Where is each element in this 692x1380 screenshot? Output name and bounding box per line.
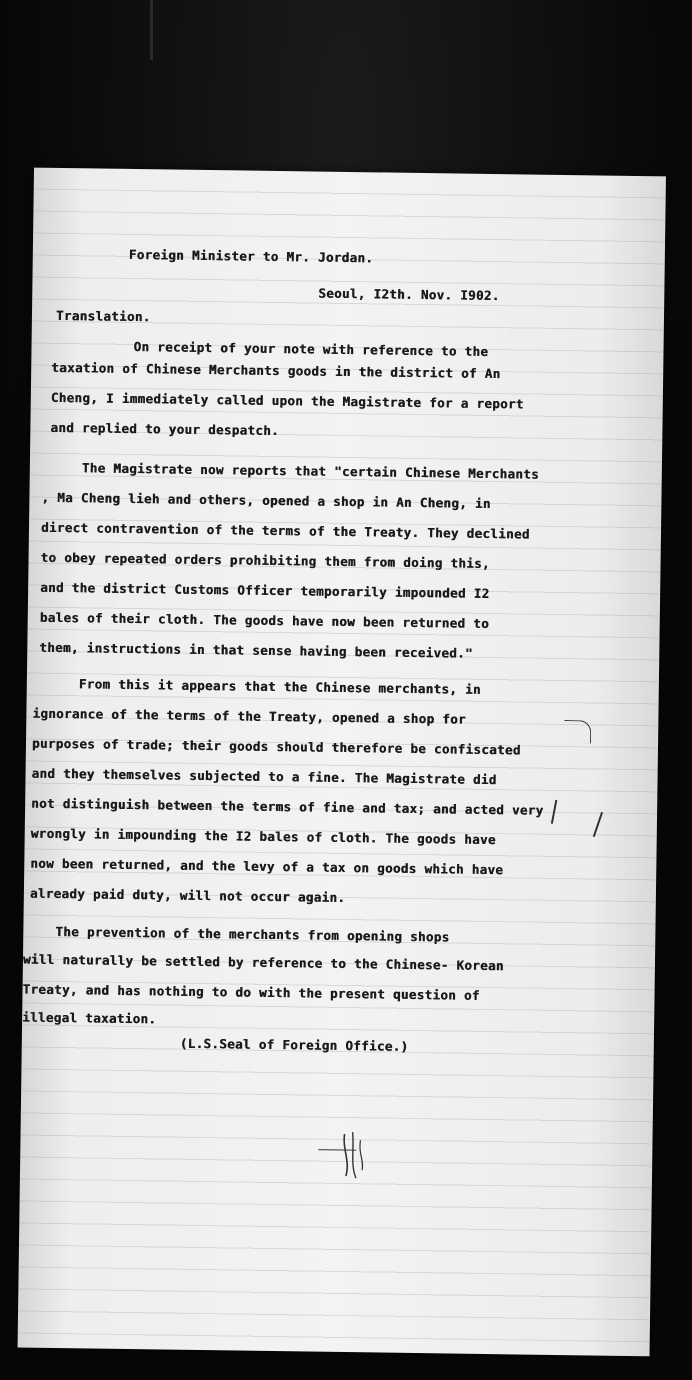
paragraph-line: taxation of Chinese Merchants goods in the district of An	[51, 359, 501, 382]
paragraph-line: The prevention of the merchants from opening shops	[55, 923, 450, 945]
paragraph-line: bales of their cloth. The goods have now been returned to	[39, 609, 490, 631]
place-date: Seoul, I2th. Nov. I902.	[318, 285, 500, 304]
pencil-tick-mark	[551, 800, 557, 824]
paragraph-line: and they themselves subjected to a fine. The Magistrate did	[31, 765, 497, 788]
paragraph-line: direct contravention of the terms of the Treaty. They declined	[40, 519, 530, 542]
film-edge-mark	[150, 0, 153, 60]
paragraph-line: now been returned, and the levy of a tax on goods which have	[30, 855, 504, 878]
paragraph-line: , Ma Cheng lieh and others, opened a shop in An Cheng, in	[41, 489, 491, 511]
paragraph-line: will naturally be settled by reference to the Chinese- Korean	[22, 951, 504, 974]
paragraph-line: ignorance of the terms of the Treaty, opened a shop for	[32, 705, 466, 727]
paragraph-line: them, instructions in that sense having been received."	[39, 639, 473, 661]
paragraph-line: purposes of trade; their goods should therefore be confiscated	[31, 735, 521, 758]
paragraph-line: not distinguish between the terms of fine and tax; and acted very	[31, 795, 544, 818]
paragraph-line: On receipt of your note with reference to the	[133, 338, 489, 359]
paragraph-line: and replied to your despatch.	[50, 419, 280, 439]
seal-note: (L.S.Seal of Foreign Office.)	[179, 1035, 409, 1054]
paragraph-line: to obey repeated orders prohibiting them from doing this,	[40, 549, 490, 571]
paragraph-line: already paid duty, will not occur again.	[29, 885, 346, 906]
document-page	[18, 168, 666, 1357]
pencil-tick-mark	[593, 812, 603, 837]
paragraph-line: Cheng, I immediately called upon the Magistrate for a report	[50, 389, 524, 412]
paragraph-line: From this it appears that the Chinese merchants, in	[78, 676, 481, 697]
handwritten-mark	[316, 1130, 377, 1181]
paragraph-line: illegal taxation.	[22, 1009, 157, 1027]
translation-label: Translation.	[55, 307, 151, 325]
paragraph-line: Treaty, and has nothing to do with the present question of	[22, 981, 480, 1003]
document-heading: Foreign Minister to Mr. Jordan.	[128, 246, 374, 266]
pencil-bracket-mark	[564, 720, 591, 743]
paragraph-line: The Magistrate now reports that "certain Chinese Merchants	[81, 460, 540, 482]
paragraph-line: and the district Customs Officer temporarily impounded I2	[40, 579, 490, 601]
paragraph-line: wrongly in impounding the I2 bales of cloth. The goods have	[30, 825, 496, 848]
